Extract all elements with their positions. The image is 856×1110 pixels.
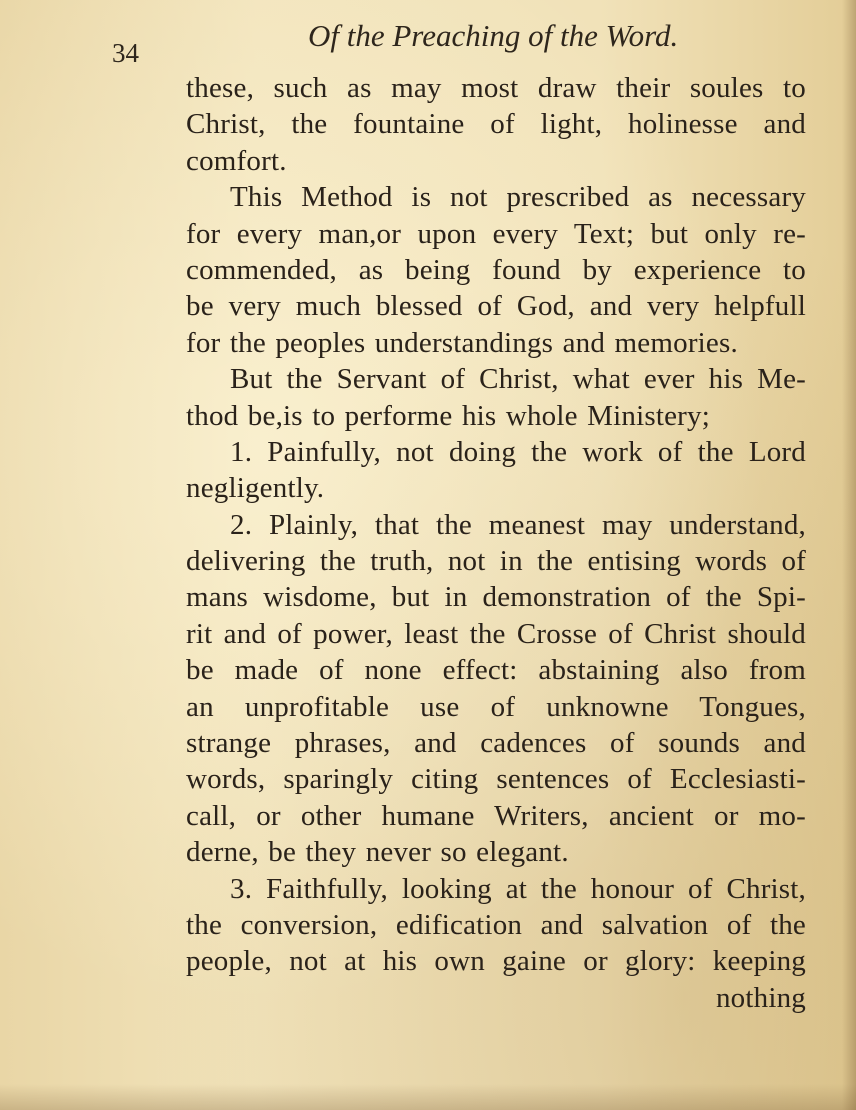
page-bottom-shadow (0, 1084, 856, 1110)
text-line: This Method is not prescribed as necessary (230, 181, 806, 214)
text-line: strange phrases, and cadences of sounds and (186, 727, 806, 760)
text-line: mans wisdome, but in demonstration of the Spi- (186, 581, 806, 614)
text-line: 2. Plainly, that the meanest may understand, (230, 508, 806, 541)
text-line: people, not at his own gaine or glory: keeping (186, 945, 806, 978)
text-line: negligently. (186, 472, 325, 505)
body-text (186, 70, 806, 1016)
running-head: Of the Preaching of the Word. (308, 18, 679, 53)
text-line: But the Servant of Christ, what ever his Me- (230, 363, 806, 396)
text-line: Christ, the fountaine of light, holinesse and (186, 108, 806, 141)
text-line: be very much blessed of God, and very helpfull (186, 290, 806, 323)
text-line: rit and of power, least the Crosse of Christ should (186, 617, 806, 650)
page-number: 34 (112, 38, 139, 68)
text-line: delivering the truth, not in the entising words of (186, 545, 806, 578)
text-line: call, or other humane Writers, ancient or mo- (186, 799, 806, 832)
text-line: an unprofitable use of unknowne Tongues, (186, 690, 806, 723)
text-line: 1. Painfully, not doing the work of the Lord (230, 435, 806, 468)
text-line: the conversion, edification and salvation of the (186, 908, 806, 941)
text-line: be made of none effect: abstaining also from (186, 654, 806, 687)
text-line: words, sparingly citing sentences of Ecclesiasti- (186, 763, 806, 796)
text-line: for the peoples understandings and memories. (186, 326, 738, 359)
text-line: derne, be they never so elegant. (186, 836, 569, 869)
text-line: commended, as being found by experience to (186, 253, 806, 286)
catchword: nothing (715, 981, 806, 1014)
page-edge-shadow (842, 0, 856, 1110)
text-line: these, such as may most draw their soules to (186, 72, 806, 104)
text-line: for every man,or upon every Text; but only re- (186, 217, 806, 250)
text-line: 3. Faithfully, looking at the honour of Christ, (230, 872, 806, 905)
text-line: thod be,is to performe his whole Ministery; (186, 399, 710, 432)
text-line: comfort. (186, 144, 287, 177)
